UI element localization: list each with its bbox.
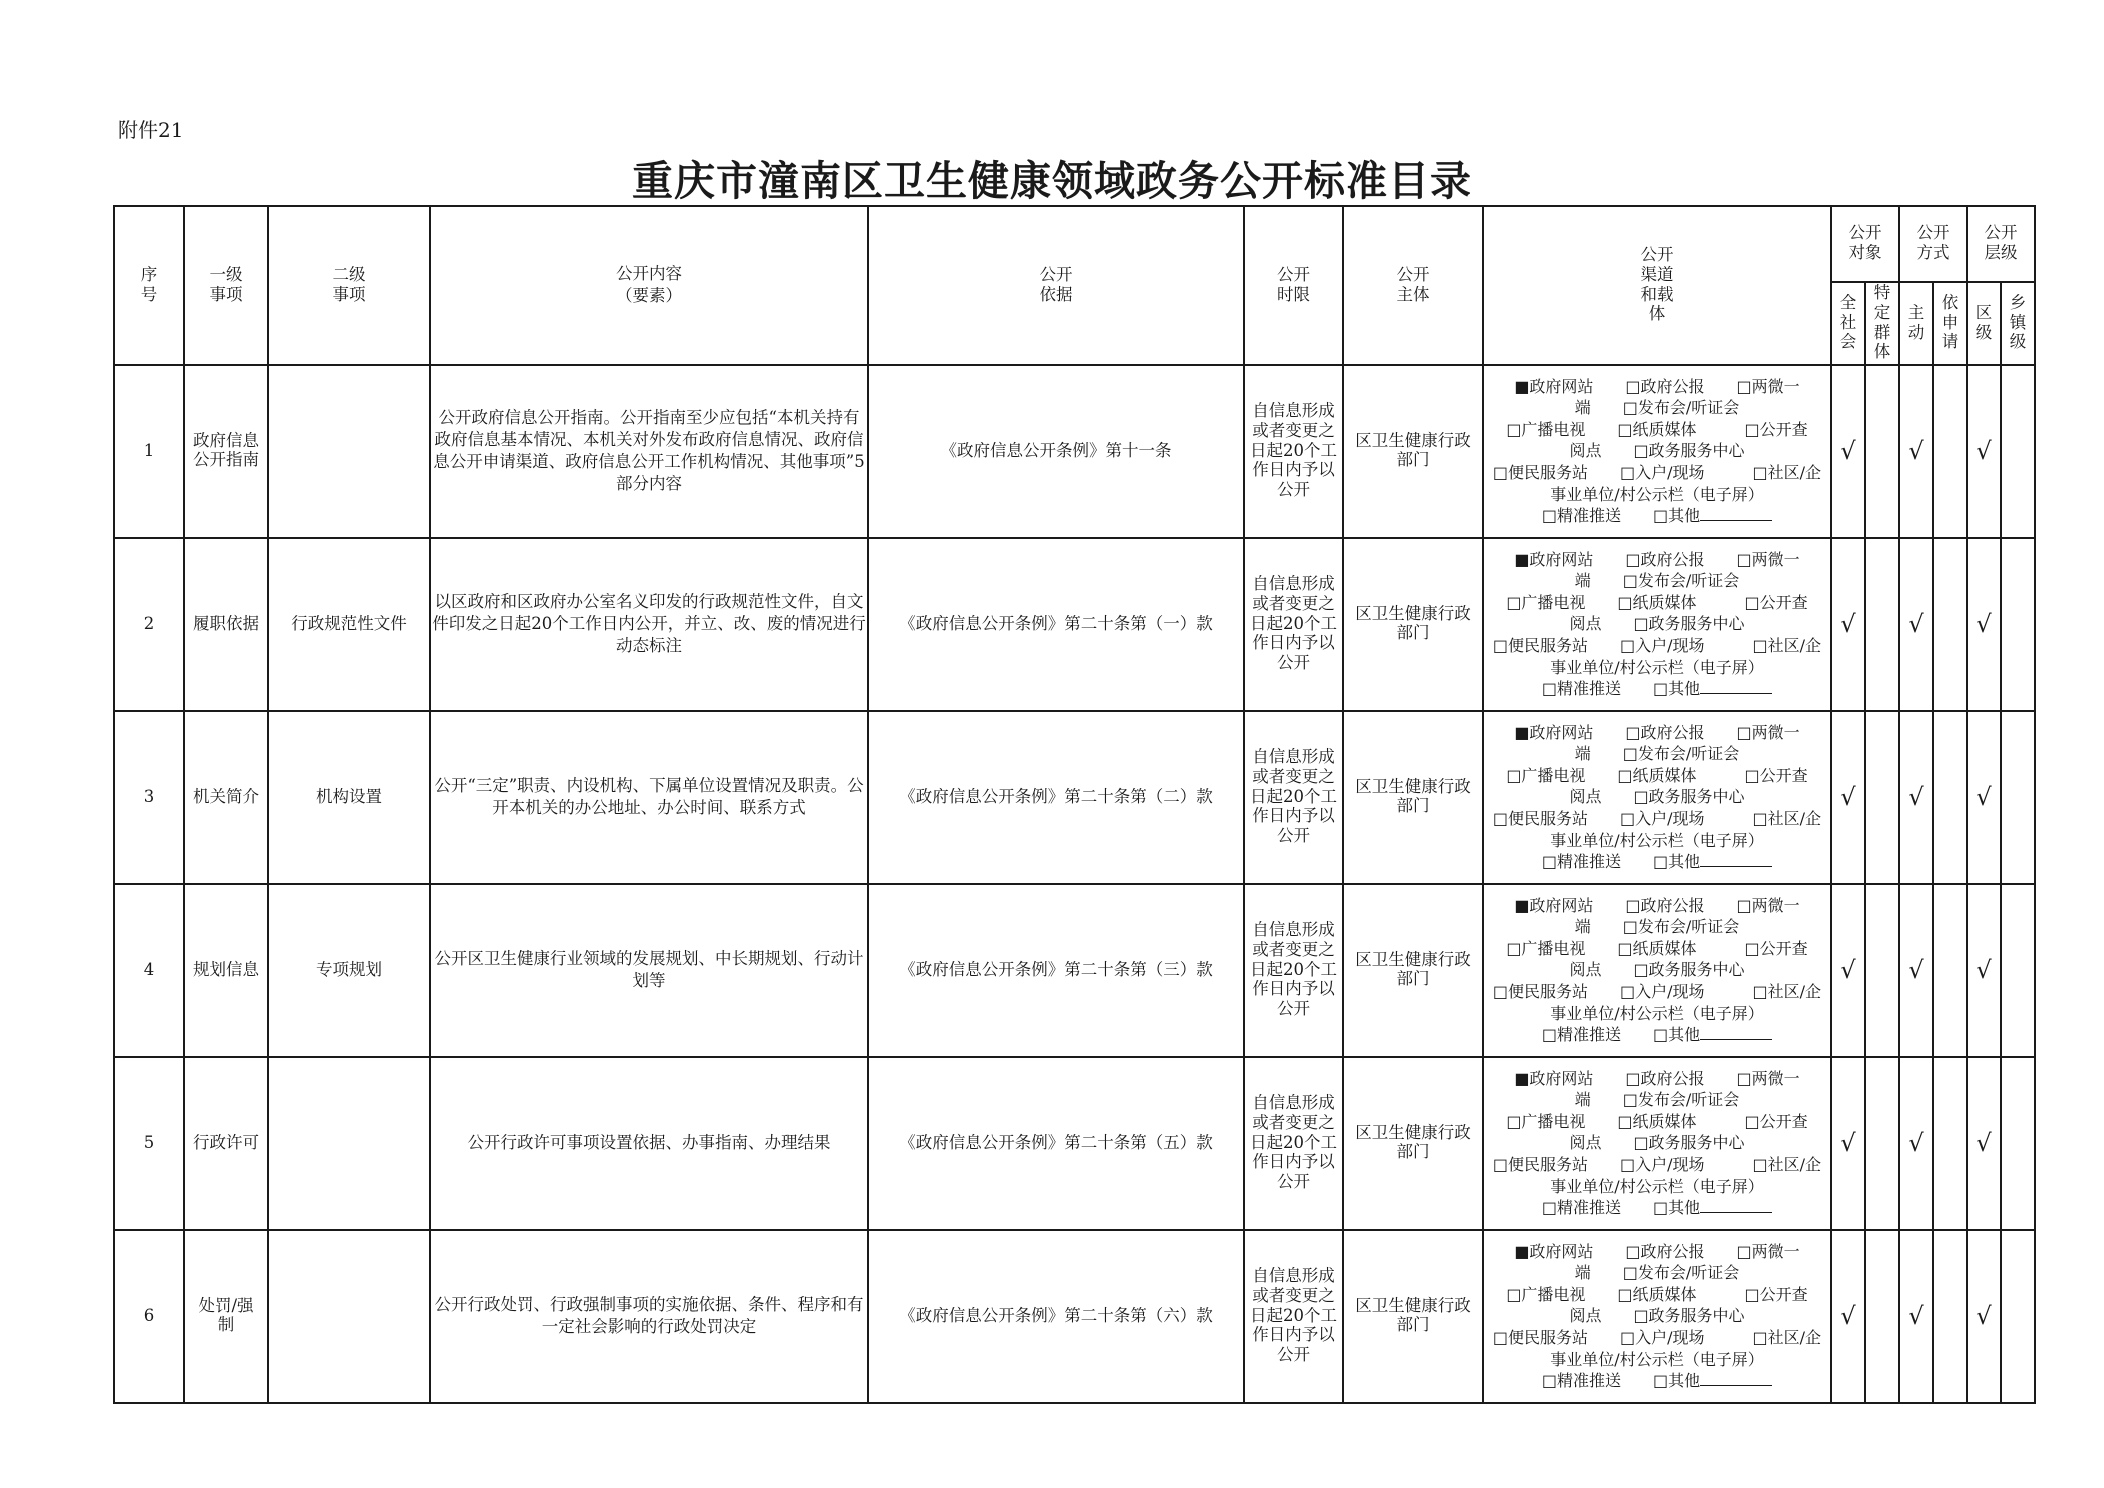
header-level2: 二级事项: [268, 206, 430, 365]
row-mark-town: [2001, 1230, 2035, 1403]
row-seq: 2: [114, 538, 184, 711]
channel-line: □广播电视 □纸质媒体 □公开查: [1506, 765, 1808, 785]
row-subject: 区卫生健康行政部门: [1343, 538, 1483, 711]
row-mark-town: [2001, 711, 2035, 884]
row-basis: 《政府信息公开条例》第十一条: [868, 365, 1244, 538]
row-time-limit: 自信息形成或者变更之日起20个工作日内予以公开: [1244, 1230, 1343, 1403]
row-seq: 5: [114, 1057, 184, 1230]
row-channel: [1483, 711, 1831, 884]
row-mark-specific: [1865, 884, 1899, 1057]
row-mark-apply: [1933, 1057, 1967, 1230]
row-mark-district: √: [1967, 884, 2001, 1057]
row-mark-district: √: [1967, 365, 2001, 538]
row-mark-specific: [1865, 365, 1899, 538]
channel-line: 事业单位/村公示栏（电子屏）: [1550, 1349, 1764, 1369]
header-content: 公开内容 （要素）: [430, 206, 868, 365]
row-mark-active: √: [1899, 884, 1933, 1057]
row-mark-specific: [1865, 1057, 1899, 1230]
row-level2: [268, 1230, 430, 1403]
row-subject: 区卫生健康行政部门: [1343, 884, 1483, 1057]
other-blank-line: [1700, 852, 1772, 867]
channel-line: □广播电视 □纸质媒体 □公开查: [1506, 1111, 1808, 1131]
channel-line: 阅点 □政务服务中心: [1569, 1133, 1745, 1153]
row-mark-all: √: [1831, 884, 1865, 1057]
other-blank-line: [1700, 506, 1772, 521]
channel-line: 阅点 □政务服务中心: [1569, 787, 1745, 807]
channel-line: 事业单位/村公示栏（电子屏）: [1550, 830, 1764, 850]
row-content: 公开区卫生健康行业领域的发展规划、中长期规划、行动计划等: [430, 884, 868, 1057]
row-mark-active: √: [1899, 1057, 1933, 1230]
other-blank-line: [1700, 1371, 1772, 1386]
channel-line: 事业单位/村公示栏（电子屏）: [1550, 657, 1764, 677]
channel-line: □精准推送 □其他: [1484, 851, 1830, 873]
header-level-district: 区级: [1967, 282, 2001, 365]
row-time-limit: 自信息形成或者变更之日起20个工作日内予以公开: [1244, 711, 1343, 884]
row-mark-town: [2001, 538, 2035, 711]
row-level1: 行政许可: [184, 1057, 268, 1230]
other-blank-line: [1700, 1198, 1772, 1213]
channel-line: □便民服务站 □入户/现场 □社区/企: [1492, 1154, 1822, 1174]
row-mark-apply: [1933, 1230, 1967, 1403]
channel-line: □精准推送 □其他: [1484, 1197, 1830, 1219]
row-seq: 6: [114, 1230, 184, 1403]
row-channel: [1483, 538, 1831, 711]
header-row: [114, 206, 2035, 282]
channel-line: □精准推送 □其他: [1484, 1370, 1830, 1392]
row-subject: 区卫生健康行政部门: [1343, 365, 1483, 538]
row-level2: 行政规范性文件: [268, 538, 430, 711]
row-mark-active: √: [1899, 711, 1933, 884]
table-row: [114, 538, 2035, 711]
header-time-limit: 公开时限: [1244, 206, 1343, 365]
row-level2: 专项规划: [268, 884, 430, 1057]
row-channel: [1483, 884, 1831, 1057]
row-channel: [1483, 365, 1831, 538]
row-level1: 政府信息公开指南: [184, 365, 268, 538]
channel-line: 端 □发布会/听证会: [1574, 571, 1740, 591]
other-blank-line: [1700, 1025, 1772, 1040]
row-level1: 机关简介: [184, 711, 268, 884]
row-content: 公开“三定”职责、内设机构、下属单位设置情况及职责。公开本机关的办公地址、办公时间、联系方式: [430, 711, 868, 884]
channel-line: 端 □发布会/听证会: [1574, 1263, 1740, 1283]
channel-line: ■政府网站 □政府公报 □两微一: [1514, 376, 1800, 396]
other-blank-line: [1700, 679, 1772, 694]
row-basis: 《政府信息公开条例》第二十条第（一）款: [868, 538, 1244, 711]
row-level1: 处罚/强制: [184, 1230, 268, 1403]
table-row: [114, 884, 2035, 1057]
row-mark-district: √: [1967, 1230, 2001, 1403]
row-mark-town: [2001, 884, 2035, 1057]
channel-line: 端 □发布会/听证会: [1574, 917, 1740, 937]
channel-line: 阅点 □政务服务中心: [1569, 1306, 1745, 1326]
row-time-limit: 自信息形成或者变更之日起20个工作日内予以公开: [1244, 1057, 1343, 1230]
channel-line: ■政府网站 □政府公报 □两微一: [1514, 895, 1800, 915]
header-basis: 公开依据: [868, 206, 1244, 365]
row-basis: 《政府信息公开条例》第二十条第（二）款: [868, 711, 1244, 884]
row-mark-district: √: [1967, 538, 2001, 711]
row-level1: 履职依据: [184, 538, 268, 711]
row-mark-active: √: [1899, 1230, 1933, 1403]
channel-line: □广播电视 □纸质媒体 □公开查: [1506, 1284, 1808, 1304]
table-row: [114, 711, 2035, 884]
header-target-all: 全社会: [1831, 282, 1865, 365]
catalog-table: [113, 205, 2036, 1404]
row-mark-town: [2001, 1057, 2035, 1230]
row-mark-all: √: [1831, 711, 1865, 884]
row-mark-town: [2001, 365, 2035, 538]
row-mark-apply: [1933, 365, 1967, 538]
row-mark-active: √: [1899, 365, 1933, 538]
channel-line: ■政府网站 □政府公报 □两微一: [1514, 1241, 1800, 1261]
header-method-active: 主动: [1899, 282, 1933, 365]
row-mark-specific: [1865, 1230, 1899, 1403]
row-seq: 3: [114, 711, 184, 884]
header-seq: 序号: [114, 206, 184, 365]
channel-line: 端 □发布会/听证会: [1574, 1090, 1740, 1110]
channel-line: □广播电视 □纸质媒体 □公开查: [1506, 938, 1808, 958]
channel-line: □便民服务站 □入户/现场 □社区/企: [1492, 981, 1822, 1001]
channel-line: □便民服务站 □入户/现场 □社区/企: [1492, 1327, 1822, 1347]
channel-line: □精准推送 □其他: [1484, 678, 1830, 700]
header-method-group: 公开方式: [1899, 206, 1967, 282]
channel-line: 端 □发布会/听证会: [1574, 744, 1740, 764]
channel-line: □广播电视 □纸质媒体 □公开查: [1506, 419, 1808, 439]
attachment-label: 附件21: [118, 118, 184, 142]
row-basis: 《政府信息公开条例》第二十条第（五）款: [868, 1057, 1244, 1230]
header-level-group: 公开层级: [1967, 206, 2035, 282]
header-target-group: 公开对象: [1831, 206, 1899, 282]
row-time-limit: 自信息形成或者变更之日起20个工作日内予以公开: [1244, 365, 1343, 538]
channel-line: ■政府网站 □政府公报 □两微一: [1514, 722, 1800, 742]
header-channel: 公开渠道和载体: [1483, 206, 1831, 365]
header-target-specific: 特定群体: [1865, 282, 1899, 365]
header-level-town: 乡镇级: [2001, 282, 2035, 365]
channel-line: □便民服务站 □入户/现场 □社区/企: [1492, 635, 1822, 655]
channel-line: □精准推送 □其他: [1484, 1024, 1830, 1046]
row-level2: [268, 365, 430, 538]
row-mark-active: √: [1899, 538, 1933, 711]
row-time-limit: 自信息形成或者变更之日起20个工作日内予以公开: [1244, 538, 1343, 711]
row-level2: 机构设置: [268, 711, 430, 884]
row-subject: 区卫生健康行政部门: [1343, 1230, 1483, 1403]
row-channel: [1483, 1057, 1831, 1230]
row-mark-all: √: [1831, 365, 1865, 538]
row-channel: [1483, 1230, 1831, 1403]
row-time-limit: 自信息形成或者变更之日起20个工作日内予以公开: [1244, 884, 1343, 1057]
row-level1: 规划信息: [184, 884, 268, 1057]
row-content: 以区政府和区政府办公室名义印发的行政规范性文件，自文件印发之日起20个工作日内公开，并立、改、废的情况进行动态标注: [430, 538, 868, 711]
row-seq: 4: [114, 884, 184, 1057]
channel-line: □便民服务站 □入户/现场 □社区/企: [1492, 462, 1822, 482]
table-row: [114, 365, 2035, 538]
row-mark-all: √: [1831, 1230, 1865, 1403]
channel-line: 事业单位/村公示栏（电子屏）: [1550, 1176, 1764, 1196]
row-mark-specific: [1865, 538, 1899, 711]
row-content: 公开政府信息公开指南。公开指南至少应包括“本机关持有政府信息基本情况、本机关对外发布政府信息情况、政府信息公开申请渠道、政府信息公开工作机构情况、其他事项”5部分内容: [430, 365, 868, 538]
channel-line: □精准推送 □其他: [1484, 505, 1830, 527]
row-mark-all: √: [1831, 538, 1865, 711]
header-level1: 一级事项: [184, 206, 268, 365]
row-seq: 1: [114, 365, 184, 538]
row-mark-apply: [1933, 538, 1967, 711]
channel-line: ■政府网站 □政府公报 □两微一: [1514, 1068, 1800, 1088]
row-mark-apply: [1933, 884, 1967, 1057]
page-title: 重庆市潼南区卫生健康领域政务公开标准目录: [632, 157, 1472, 205]
channel-line: 端 □发布会/听证会: [1574, 398, 1740, 418]
row-subject: 区卫生健康行政部门: [1343, 711, 1483, 884]
row-mark-specific: [1865, 711, 1899, 884]
row-basis: 《政府信息公开条例》第二十条第（六）款: [868, 1230, 1244, 1403]
header-method-apply: 依申请: [1933, 282, 1967, 365]
row-mark-district: √: [1967, 1057, 2001, 1230]
channel-line: 阅点 □政务服务中心: [1569, 614, 1745, 634]
row-mark-apply: [1933, 711, 1967, 884]
channel-line: 事业单位/村公示栏（电子屏）: [1550, 1003, 1764, 1023]
channel-line: 事业单位/村公示栏（电子屏）: [1550, 484, 1764, 504]
channel-line: □便民服务站 □入户/现场 □社区/企: [1492, 808, 1822, 828]
row-level2: [268, 1057, 430, 1230]
row-content: 公开行政处罚、行政强制事项的实施依据、条件、程序和有一定社会影响的行政处罚决定: [430, 1230, 868, 1403]
table-row: [114, 1057, 2035, 1230]
row-mark-district: √: [1967, 711, 2001, 884]
row-content: 公开行政许可事项设置依据、办事指南、办理结果: [430, 1057, 868, 1230]
channel-line: 阅点 □政务服务中心: [1569, 960, 1745, 980]
header-subject: 公开主体: [1343, 206, 1483, 365]
channel-line: 阅点 □政务服务中心: [1569, 441, 1745, 461]
row-basis: 《政府信息公开条例》第二十条第（三）款: [868, 884, 1244, 1057]
channel-line: □广播电视 □纸质媒体 □公开查: [1506, 592, 1808, 612]
row-mark-all: √: [1831, 1057, 1865, 1230]
row-subject: 区卫生健康行政部门: [1343, 1057, 1483, 1230]
channel-line: ■政府网站 □政府公报 □两微一: [1514, 549, 1800, 569]
table-row: [114, 1230, 2035, 1403]
